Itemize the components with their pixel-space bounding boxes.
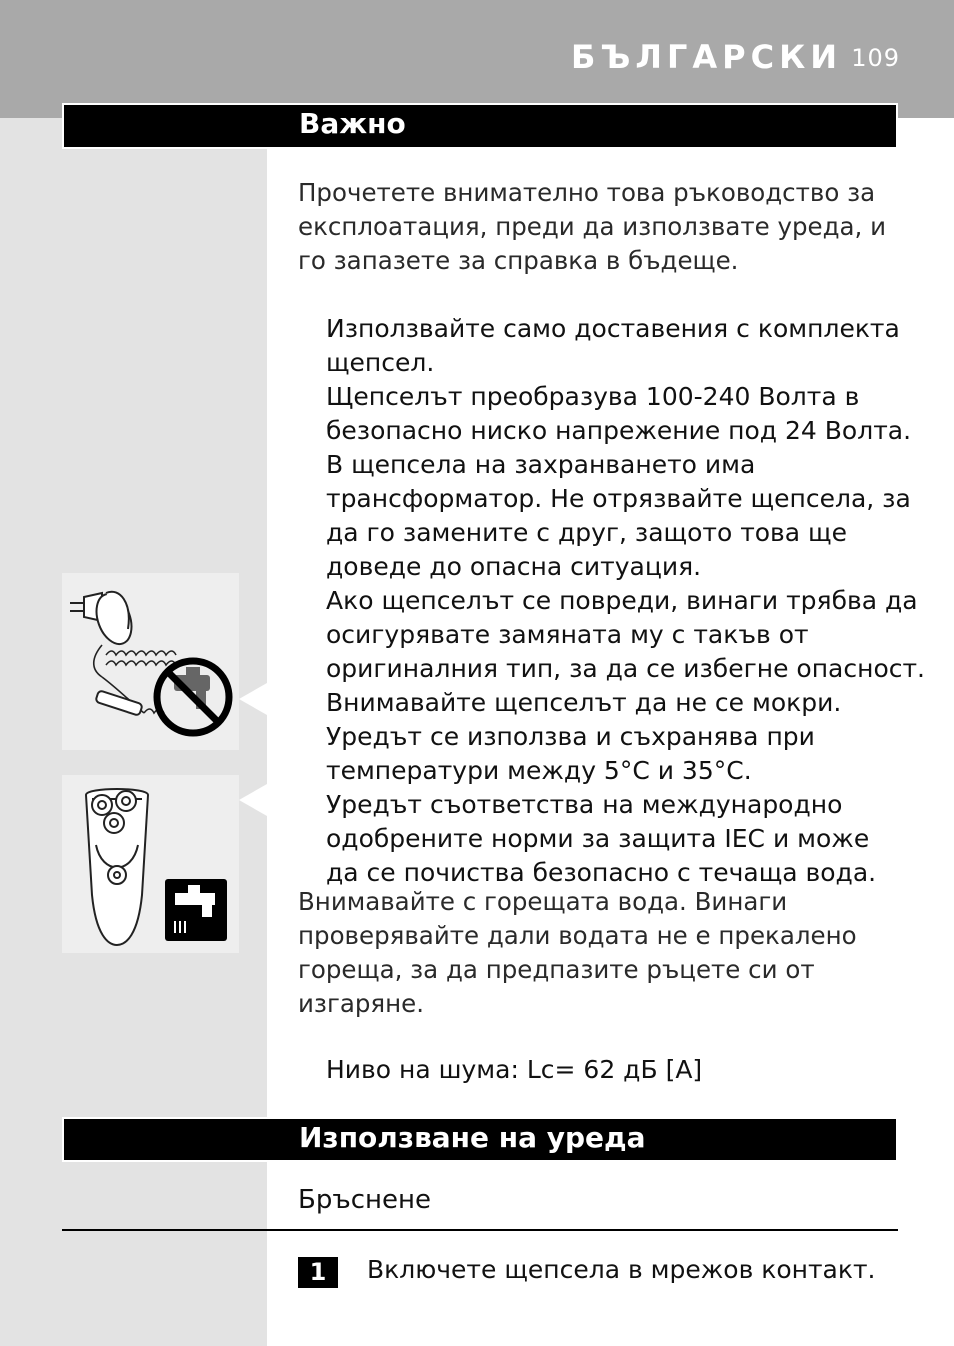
plug-icon [70, 589, 138, 649]
shaver-icon [86, 789, 148, 945]
step-number: 1 [298, 1257, 338, 1288]
section-bar-important [62, 103, 898, 149]
pointer-arrow [239, 784, 267, 816]
safety-line: безопасно ниско напрежение под 24 Волта. [326, 416, 912, 445]
safety-line: трансформатор. Не отрязвайте щепсела, за [326, 484, 911, 513]
safety-line: температури между 5°C и 35°C. [326, 756, 752, 785]
shaver-washable-illustration [62, 775, 239, 953]
section-bar-usage [62, 1117, 898, 1162]
safety-line: щепсел. [326, 348, 435, 377]
safety-line: Внимавайте щепселът да не се мокри. [326, 688, 842, 717]
safety-line: оригиналния тип, за да се избегне опасност. [326, 654, 925, 683]
safety-line: Щепселът преобразува 100-240 Волта в [326, 382, 860, 411]
safety-line: Уредът съответства на международно [326, 790, 843, 819]
safety-line: да го замените с друг, защото това ще [326, 518, 847, 547]
noise-level: Ниво на шума: Lc= 62 дБ [A] [326, 1055, 703, 1084]
step-text: Включете щепсела в мрежов контакт. [367, 1255, 876, 1284]
safety-line: Уредът се използва и съхранява при [326, 722, 815, 751]
safety-line: одобрените норми за защита IEC и може [326, 824, 870, 853]
safety-line: Използвайте само доставения с комплекта [326, 314, 900, 343]
cord-end-icon [95, 690, 142, 716]
page-number: 109 [851, 44, 900, 72]
safety-line: осигурявате замяната му с такъв от [326, 620, 809, 649]
running-water-icon [165, 879, 227, 941]
safety-list [326, 312, 926, 890]
pointer-arrow [239, 683, 267, 715]
section-title-important: Важно [299, 107, 406, 140]
section-title-usage: Използване на уреда [299, 1121, 646, 1154]
safety-line: Ако щепселът се повреди, винаги трябва да [326, 586, 918, 615]
plug-no-water-illustration [62, 573, 239, 750]
safety-line: доведе до опасна ситуация. [326, 552, 702, 581]
subsection-title-shaving: Бръснене [298, 1185, 431, 1215]
intro-paragraph: Прочетете внимателно това ръководство за експлоатация, преди да използвате уреда, и го запазете за справка в бъдеще. [298, 178, 887, 275]
safety-line: да се почиства безопасно с течаща вода. [326, 858, 877, 887]
safety-line: В щепсела на захранването има [326, 450, 756, 479]
hot-water-warning: Внимавайте с горещата вода. Винаги проверявайте дали водата не е прекалено гореща, за да предпазите ръцете си от изгаряне. [298, 887, 857, 1018]
language-label: БЪЛГАРСКИ [570, 38, 842, 76]
divider [62, 1229, 898, 1231]
